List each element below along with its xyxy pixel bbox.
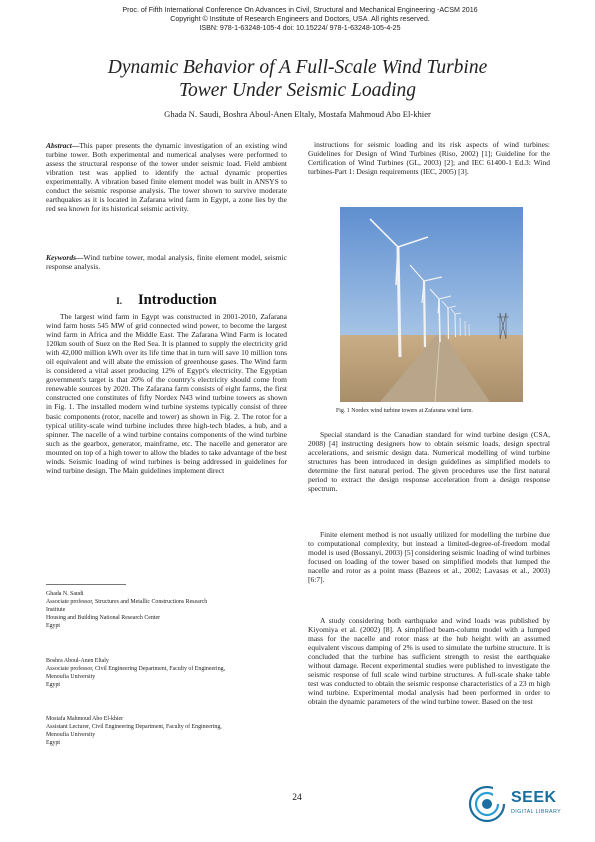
paragraph-2 — [308, 530, 550, 584]
page-number: 24 — [292, 793, 302, 803]
title-line-2: Tower Under Seismic Loading — [178, 80, 417, 101]
affiliation-name: Mostafa Mahmoud Abo El-khier — [46, 716, 124, 722]
affiliation-line: Housing and Building National Research Center — [46, 614, 161, 621]
affiliation-line: Menoufia University — [46, 673, 96, 680]
affiliation-line: Egypt — [46, 622, 61, 629]
seek-logo — [467, 785, 582, 823]
abstract-text: This paper presents the dynamic investigation of an existing wind turbine tower. Both experimental and numerical analyses were performed to assess the structural response of the tower under seismic load. Field ambient vibration test was applied to identify the actual dynamic properties experimentally. A vibration based finite element model was built in ANSYS to conduct the seismic response analysis. The tower shown to survive moderate earthquakes as it is located in Zafarana wind farm in Egypt, a zone lies by the red sea known for its historical seismic activity. — [46, 141, 287, 214]
affiliation-line: Associate professor, Structures and Metallic Constructions Research — [46, 598, 208, 605]
affiliation-line: Egypt — [46, 739, 61, 746]
keywords-text: Wind turbine tower, modal analysis, finite element model, seismic response analysis. — [46, 253, 287, 272]
keywords-label: Keywords— — [46, 253, 84, 262]
abstract — [46, 141, 287, 213]
affiliation-2 — [46, 658, 296, 690]
affiliation-line: Assistant Lecturer, Civil Engineering Department, Faculty of Engineering, — [46, 723, 222, 730]
paragraph-3 — [308, 616, 550, 706]
affiliation-1 — [46, 591, 296, 631]
right-column-continuation — [308, 140, 550, 176]
intro-text: The largest wind farm in Egypt was constructed in 2001-2010, Zafarana wind farm hosts 545 MW of grid connected wind power, to become the largest wind farm in Africa and the Middle East. The Zafarana Wind Farm is located 120km south of Suez on the Red Sea. It is planned to supply the electricity grid with 42,000 million kWh over its life time that in turn will save 10 million tons oil equivalent and will abate the emission of greenhouse gases. The Wind farm is considered a vital asset producing 12% of Egypt's electricity. The Egyptian government's target is that 20% of the country's electricity should come from renewable sources by 2020. The Zafarana farm consists of eight farms, the first constructed one constitutes of fifty Nordex N43 wind turbine towers as shown in Fig. 1. The installed modern wind turbine systems typically consist of three basic components (rotor, nacelle and tower) as shown in Fig. 2. The rotor for a typical utility-scale wind turbine includes three high-tech blades, a hub, and a spinner. The nacelle of a wind turbine contains components of the wind turbine such as the gearbox, generator, mainframe, etc. The nacelle and generator are mounted on top of a high tower to allow the blades to take advantage of the best winds. Seismic loading of wind turbines is being addressed in guidelines for wind turbine design. The Main guidelines implement direct — [46, 312, 287, 475]
header-line-3: ISBN: 978-1-63248-105-4 doi: 10.15224/ 978-1-63248-105-4-25 — [199, 24, 401, 33]
abstract-label: Abstract— — [46, 141, 80, 150]
logo-wordmark: SEEK — [511, 789, 557, 806]
affiliation-3 — [46, 716, 296, 748]
keywords — [46, 253, 287, 271]
author-list: Ghada N. Saudi, Boshra Aboul-Anen Eltaly, Mostafa Mahmoud Abo El-khier — [164, 109, 431, 119]
footnote-rule — [46, 584, 126, 585]
affiliation-line: Menoufia University — [46, 731, 96, 738]
intro-paragraph — [46, 312, 287, 475]
affiliation-line: Institute — [46, 606, 66, 613]
seek-logo-icon — [467, 785, 507, 823]
section-number: I. — [116, 296, 123, 306]
affiliation-name: Boshra Aboul-Anen Eltaly — [46, 658, 109, 664]
title-line-1: Dynamic Behavior of A Full-Scale Wind Turbine — [107, 57, 488, 78]
header-line-1: Proc. of Fifth International Conference On Advances in Civil, Structural and Mechanical Engineering -ACSM 2016 — [122, 6, 478, 14]
affiliation-line: Associate professor, Civil Engineering Department, Faculty of Engineering, — [46, 665, 226, 672]
paragraph-text: A study considering both earthquake and wind loads was published by Kiyomiya et al. (2002) [8]. A simplified beam-column model with a lumped mass for the nacelle and rotor mass at the hub height with an assumed equivalent viscous damping of 2% is used to simulate the turbine structure. It is concluded that the turbine has sufficient strength to resist the earthquake without damage. Recent experimental studies were published to investigate the seismic response of full scale wind turbine structures. A full-scale shake table test was conducted to obtain the seismic response characteristics of a 23 m high wind turbine. Experimental modal analysis had been performed in order to obtain the dynamic parameters of the wind turbine tower. Based on the test — [308, 616, 550, 707]
paragraph-text: Special standard is the Canadian standard for wind turbine design (CSA, 2008) [4] instructing designers how to obtain seismic loads, design spectral accelerations, and seismic design data. Numerical modelling of wind turbine structures has been introduced in design guidelines as simplified models to determine the first natural period. The given procedures use the first natural period to extract the design response acceleration from a design response spectrum. — [308, 430, 550, 494]
conference-header — [60, 6, 540, 34]
section-heading — [46, 291, 287, 309]
continuation-text: instructions for seismic loading and its risk aspects of wind turbines: Guidelines for Design of Wind Turbines (Riso, 2002) [1]; Guideline for the Certification of Wind Turbines (GL, 2003) [2]; and IEC 61400-1 Ed.3: Wind turbines-Part 1: Design requirements (IEC, 2005) [3]. — [308, 140, 550, 177]
logo-tagline: DIGITAL LIBRARY — [511, 809, 562, 815]
affiliation-line: Egypt — [46, 681, 61, 688]
figure-1-photo — [340, 207, 523, 402]
figure-1-caption: Fig. 1 Nordex wind turbine towers at Zafarana wind farm. — [336, 408, 473, 414]
paper-title — [40, 56, 555, 102]
header-line-2: Copyright © Institute of Research Engineers and Doctors, USA .All rights reserved. — [170, 15, 430, 24]
paragraph-text: Finite element method is not usually utilized for modelling the turbine due to computational complexity, but instead a limited-degree-of-freedom modal model is used (Bossanyi, 2003) [5] considering seismic loading of wind turbines focused on loading of the tower based on simplified models that lumped the nacelle and rotor as a point mass (Bazeos et al., 2002; Lavasas et al., 2003) [6:7]. — [308, 530, 550, 585]
affiliation-name: Ghada N. Saudi — [46, 591, 84, 597]
paragraph-1 — [308, 430, 550, 493]
section-title: Introduction — [138, 292, 217, 308]
